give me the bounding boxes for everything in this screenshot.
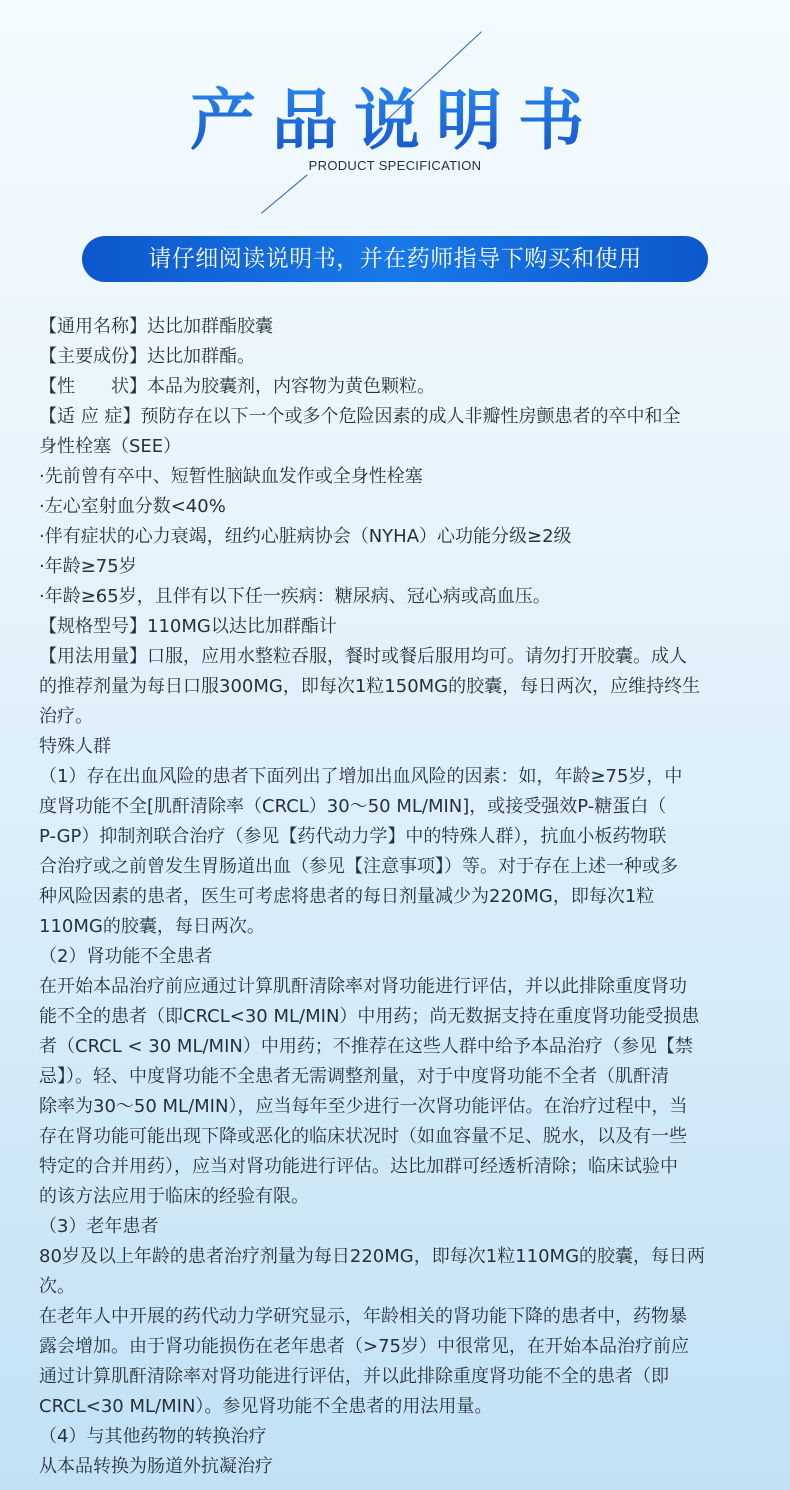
text-line: 在老年人中开展的药代动力学研究显示，年龄相关的肾功能下降的患者中，药物暴 [39, 1306, 687, 1327]
text-line: 露会增加。由于肾功能损伤在老年患者（>75岁）中很常见，在开始本品治疗前应 [39, 1336, 689, 1357]
text-line: 特殊人群 [39, 736, 111, 757]
text-line: 【适 应 症】预防存在以下一个或多个危险因素的成人非瓣性房颤患者的卒中和全 [39, 406, 681, 427]
text-line: 度肾功能不全[肌酐清除率（CRCL）30～50 ML/MIN]，或接受强效P-糖蛋白（ [39, 796, 667, 817]
text-line: CRCL<30 ML/MIN）。参见肾功能不全患者的用法用量。 [39, 1396, 493, 1417]
text-line: （3）老年患者 [39, 1216, 159, 1237]
text-line: 治疗。 [39, 706, 93, 727]
text-line: 种风险因素的患者，医生可考虑将患者的每日剂量减少为220MG，即每次1粒 [39, 886, 655, 907]
text-line: 在开始本品治疗前应通过计算肌酐清除率对肾功能进行评估，并以此排除重度肾功 [39, 976, 687, 997]
text-line: 【通用名称】达比加群酯胶囊 [39, 316, 273, 337]
text-line: 忌】）。轻、中度肾功能不全患者无需调整剂量，对于中度肾功能不全者（肌酐清 [39, 1066, 669, 1087]
text-line: 次。 [39, 1276, 75, 1297]
text-line: 【主要成份】达比加群酯。 [39, 346, 255, 367]
text-line: ·左心室射血分数<40% [39, 496, 226, 517]
text-line: 的推荐剂量为每日口服300MG，即每次1粒150MG的胶囊，每日两次，应维持终生 [39, 676, 701, 697]
text-line: 【规格型号】110MG以达比加群酯计 [39, 616, 337, 637]
text-line: 从本品转换为肠道外抗凝治疗 [39, 1456, 273, 1477]
page-subtitle: PRODUCT SPECIFICATION [308, 158, 482, 173]
page-title: 产品说明书 [0, 78, 790, 164]
text-line: ·伴有症状的心力衰竭，纽约心脏病协会（NYHA）心功能分级≥2级 [39, 526, 572, 547]
text-line: ·年龄≥75岁 [39, 556, 137, 577]
text-line: 者（CRCL < 30 ML/MIN）中用药；不推荐在这些人群中给予本品治疗（参见【禁 [39, 1036, 693, 1057]
text-line: 的该方法应用于临床的经验有限。 [39, 1186, 309, 1207]
text-line: ·先前曾有卒中、短暂性脑缺血发作或全身性栓塞 [39, 466, 423, 487]
text-line: P-GP）抑制剂联合治疗（参见【药代动力学】中的特殊人群），抗血小板药物联 [39, 826, 667, 847]
text-line: （2）肾功能不全患者 [39, 946, 213, 967]
text-line: 80岁及以上年龄的患者治疗剂量为每日220MG，即每次1粒110MG的胶囊，每日两 [39, 1246, 706, 1267]
text-line: （4）与其他药物的转换治疗 [39, 1426, 267, 1447]
text-line: ·年龄≥65岁，且伴有以下任一疾病：糖尿病、冠心病或高血压。 [39, 586, 551, 607]
text-line: 【性 状】本品为胶囊剂，内容物为黄色颗粒。 [39, 376, 435, 397]
text-line: 通过计算肌酐清除率对肾功能进行评估，并以此排除重度肾功能不全的患者（即 [39, 1366, 669, 1387]
text-line: 合治疗或之前曾发生胃肠道出血（参见【注意事项】）等。对于存在上述一种或多 [39, 856, 678, 877]
text-line: 身性栓塞（SEE） [39, 436, 182, 457]
text-line: 特定的合并用药），应当对肾功能进行评估。达比加群可经透析清除；临床试验中 [39, 1156, 678, 1177]
text-line: 能不全的患者（即CRCL<30 ML/MIN）中用药；尚无数据支持在重度肾功能受损患 [39, 1006, 700, 1027]
text-line: 存在肾功能可能出现下降或恶化的临床状况时（如血容量不足、脱水，以及有一些 [39, 1126, 687, 1147]
notice-banner: 请仔细阅读说明书，并在药师指导下购买和使用 [82, 236, 708, 282]
text-line: 【用法用量】口服，应用水整粒吞服，餐时或餐后服用均可。请勿打开胶囊。成人 [39, 646, 687, 667]
decorative-line-bottom [261, 174, 308, 213]
instructions-text [39, 312, 761, 1482]
text-line: 110MG的胶囊，每日两次。 [39, 916, 265, 937]
text-line: （1）存在出血风险的患者下面列出了增加出血风险的因素：如，年龄≥75岁，中 [39, 766, 683, 787]
text-line: 除率为30～50 ML/MIN），应当每年至少进行一次肾功能评估。在治疗过程中，当 [39, 1096, 688, 1117]
